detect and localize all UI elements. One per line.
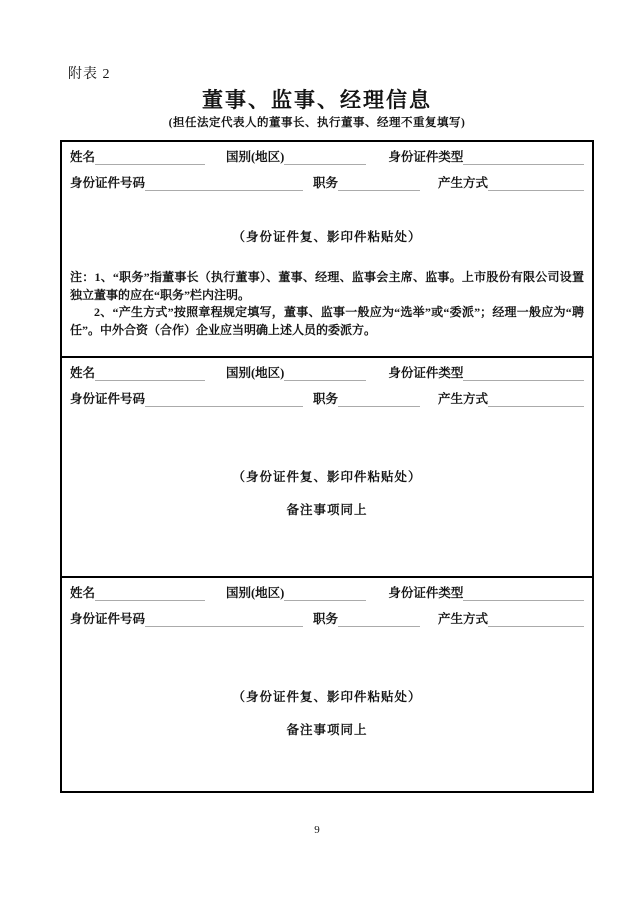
id-paste-area-note: （身份证件复、影印件粘贴处） <box>232 690 422 704</box>
name-underline <box>95 152 205 165</box>
appointment-method-underline <box>488 614 584 627</box>
appointment-method-label: 产生方式 <box>438 392 489 406</box>
nationality-label: 国别(地区) <box>226 150 285 164</box>
officer-fields-row-1 <box>70 149 584 165</box>
nationality-underline <box>284 588 366 601</box>
form-notes <box>70 269 584 339</box>
id-number-underline <box>145 614 303 627</box>
nationality-underline <box>284 152 366 165</box>
notes-line-2: 2、“产生方式”按照章程规定填写，董事、监事一般应为“选举”或“委派”；经理一般应为“聘任”。中外合资（合作）企业应当明确上述人员的委派方。 <box>70 305 584 337</box>
officer-fields-row-2 <box>70 175 584 191</box>
remark-same-as-above: 备注事项同上 <box>286 503 368 517</box>
notes-line-1: 注：1、“职务”指董事长（执行董事）、董事、经理、监事会主席、监事。上市股份有限公司设置独立董事的应在“职务”栏内注明。 <box>70 270 584 302</box>
name-underline <box>95 368 205 381</box>
position-label: 职务 <box>313 612 339 626</box>
officer-section-3 <box>62 578 592 791</box>
nationality-underline <box>284 368 366 381</box>
page-number: 9 <box>314 824 320 836</box>
position-label: 职务 <box>313 176 339 190</box>
id-number-label: 身份证件号码 <box>70 612 146 626</box>
id-type-label: 身份证件类型 <box>388 150 464 164</box>
id-type-underline <box>463 588 584 601</box>
officer-fields-row-1 <box>70 585 584 601</box>
officer-fields-row-2 <box>70 611 584 627</box>
id-paste-area-note: （身份证件复、影印件粘贴处） <box>232 230 422 244</box>
appointment-method-underline <box>488 394 584 407</box>
page-annotation: 附表 2 <box>68 67 111 82</box>
name-label: 姓名 <box>70 150 96 164</box>
position-label: 职务 <box>313 392 339 406</box>
id-type-underline <box>463 368 584 381</box>
position-underline <box>338 614 420 627</box>
id-paste-area-note: （身份证件复、影印件粘贴处） <box>232 470 422 484</box>
position-underline <box>338 178 420 191</box>
officer-section-2 <box>62 358 592 578</box>
id-type-label: 身份证件类型 <box>388 586 464 600</box>
officer-section-1 <box>62 142 592 358</box>
form-title: 董事、监事、经理信息 <box>202 88 432 112</box>
officer-form-table <box>60 140 594 793</box>
name-label: 姓名 <box>70 366 96 380</box>
id-type-label: 身份证件类型 <box>388 366 464 380</box>
id-type-underline <box>463 152 584 165</box>
name-underline <box>95 588 205 601</box>
nationality-label: 国别(地区) <box>226 586 285 600</box>
appointment-method-label: 产生方式 <box>438 612 489 626</box>
remark-same-as-above: 备注事项同上 <box>286 723 368 737</box>
id-number-label: 身份证件号码 <box>70 176 146 190</box>
name-label: 姓名 <box>70 586 96 600</box>
appointment-method-label: 产生方式 <box>438 176 489 190</box>
nationality-label: 国别(地区) <box>226 366 285 380</box>
id-number-underline <box>145 178 303 191</box>
appointment-method-underline <box>488 178 584 191</box>
id-number-underline <box>145 394 303 407</box>
officer-fields-row-2 <box>70 391 584 407</box>
officer-fields-row-1 <box>70 365 584 381</box>
form-subtitle: (担任法定代表人的董事长、执行董事、经理不重复填写) <box>168 117 466 129</box>
position-underline <box>338 394 420 407</box>
id-number-label: 身份证件号码 <box>70 392 146 406</box>
